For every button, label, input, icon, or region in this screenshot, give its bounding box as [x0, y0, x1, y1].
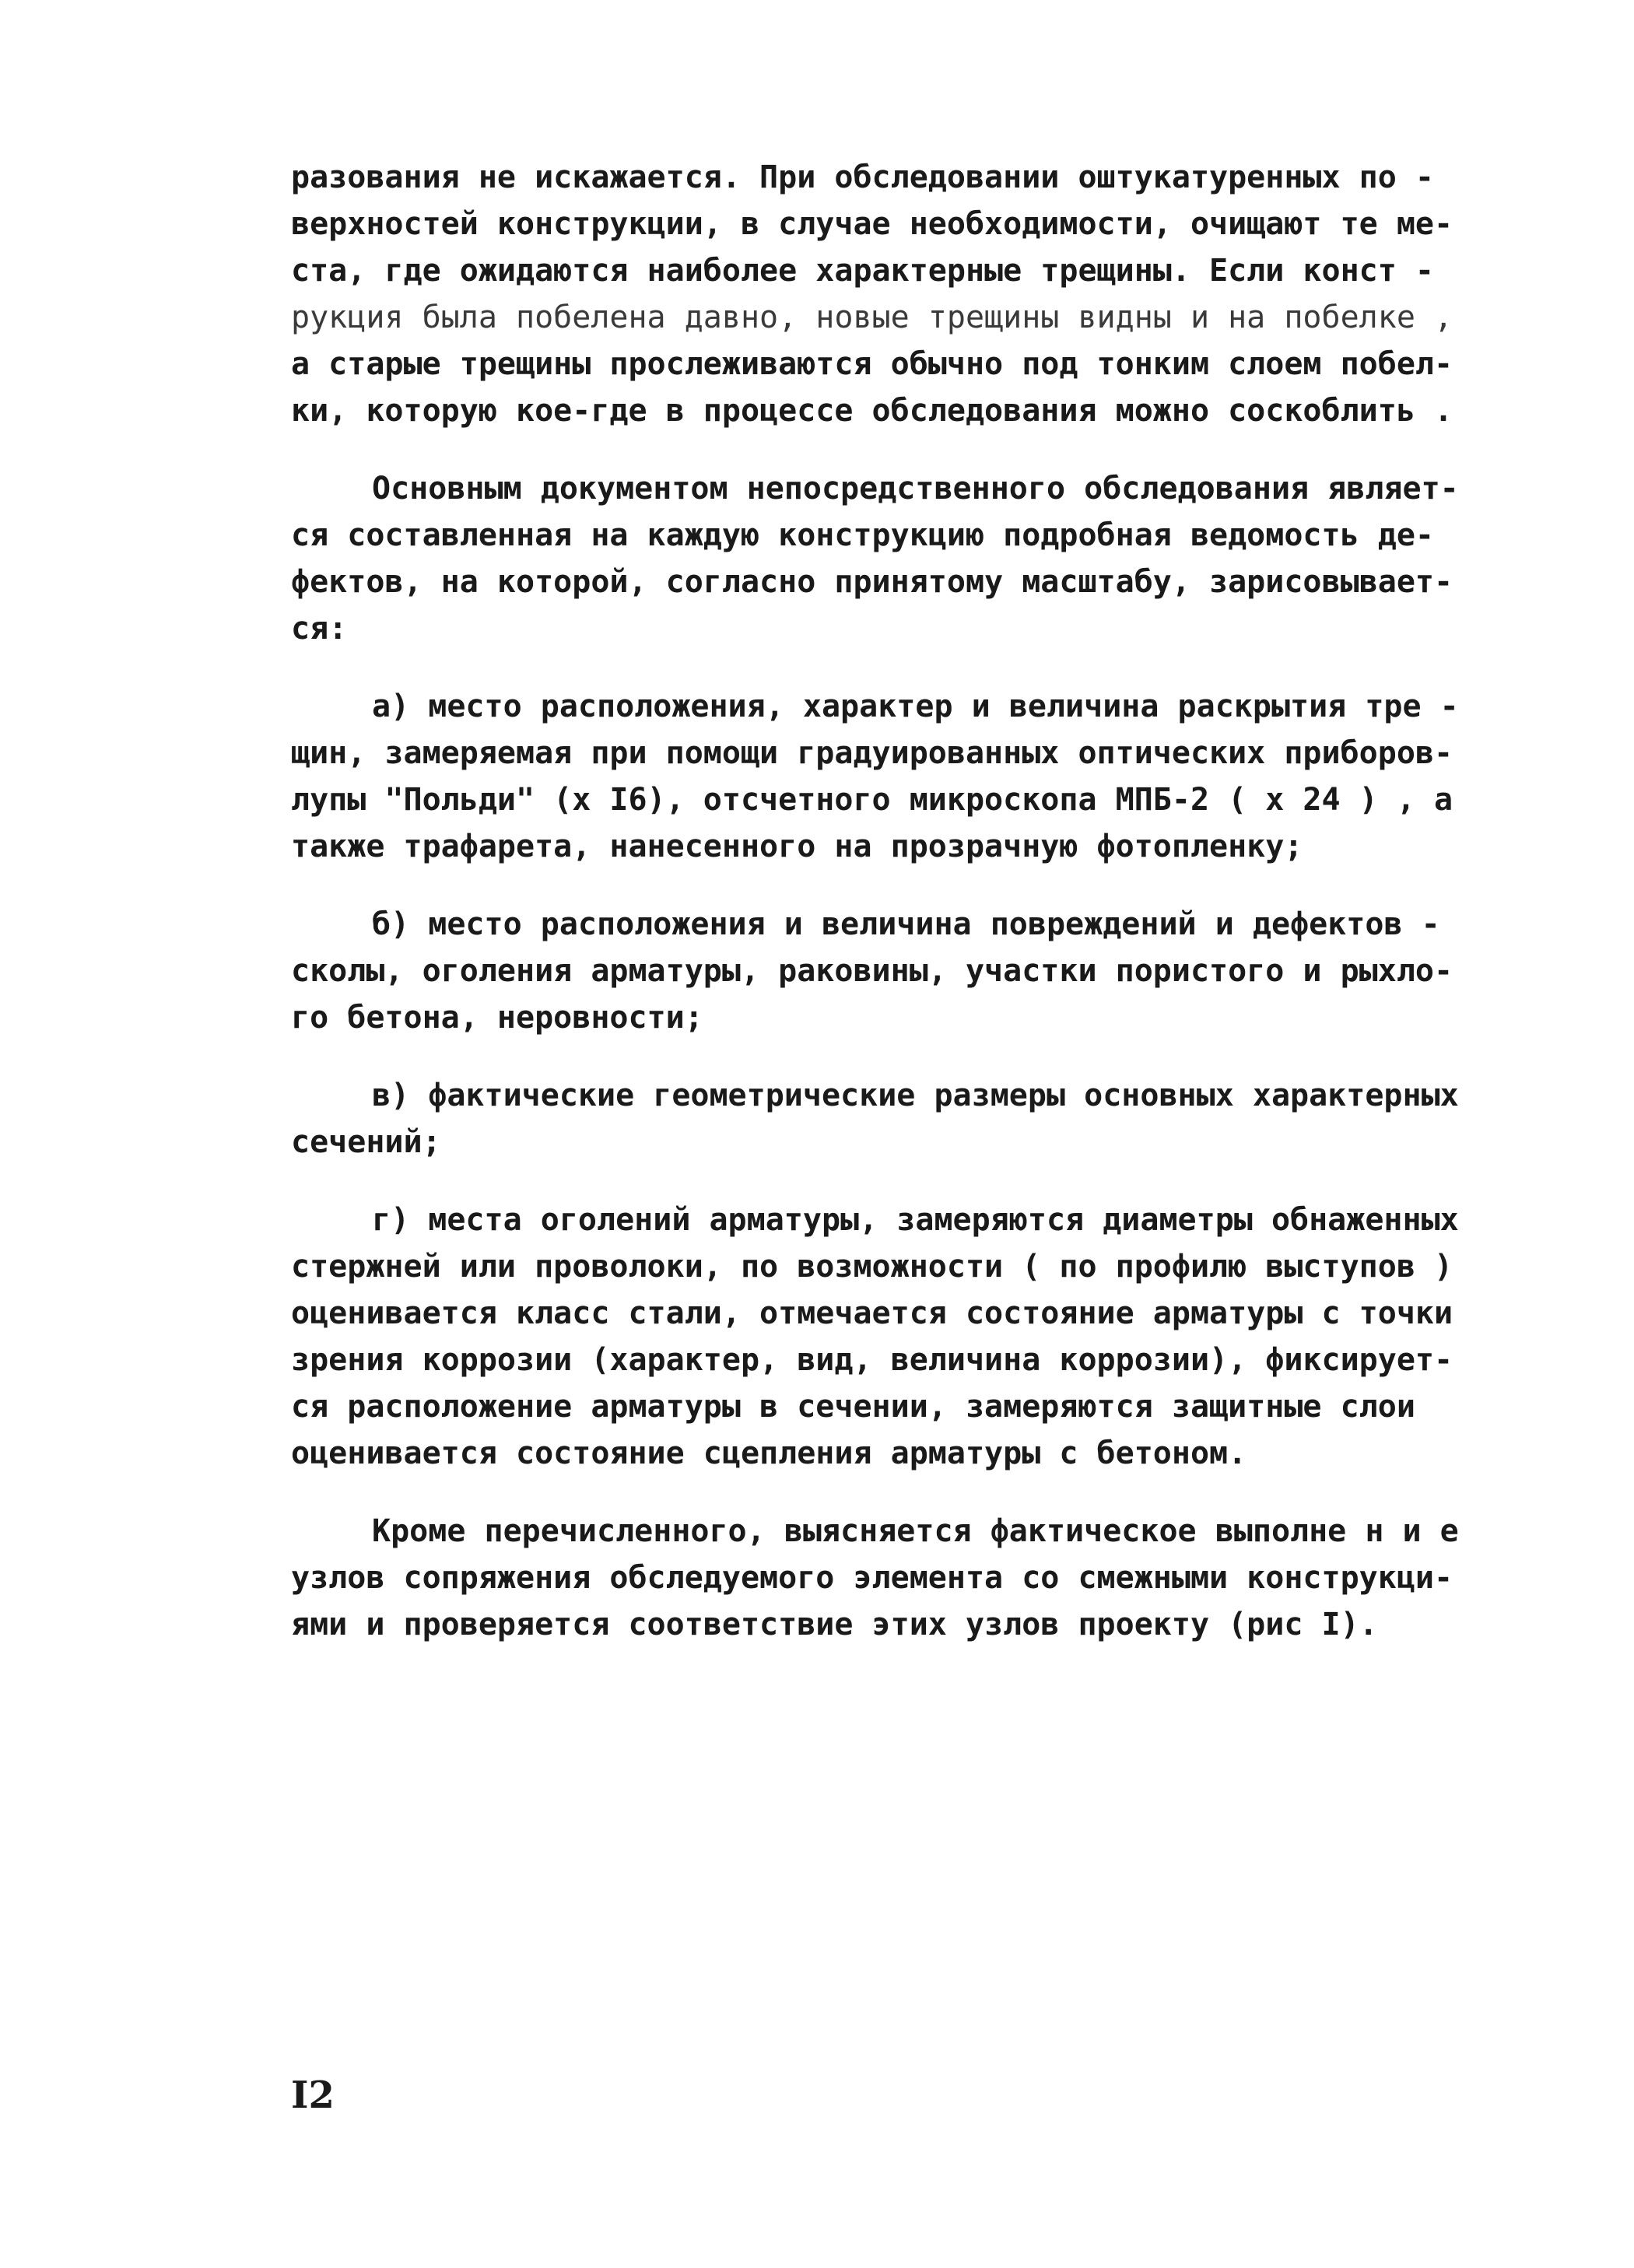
page-number: I2	[291, 2073, 335, 2117]
paragraph-continuation	[291, 154, 1505, 434]
text-line: узлов сопряжения обследуемого элемента со смежными конструкци-	[291, 1560, 1453, 1596]
text-line: ста, где ожидаются наиболее характерные трещины. Если конст -	[291, 253, 1435, 289]
text-line: оценивается состояние сцепления арматуры с бетоном.	[291, 1435, 1247, 1471]
list-item-v	[291, 1072, 1505, 1166]
body-text	[291, 154, 1505, 1679]
text-line: Основным документом непосредственного обследования являет-	[372, 471, 1459, 507]
text-line: го бетона, неровности;	[291, 1000, 703, 1036]
text-line: лупы "Польди" (х I6), отсчетного микроскопа МПБ-2 ( х 24 ) , а	[291, 782, 1453, 818]
text-line: в) фактические геометрические размеры основных характерных	[372, 1078, 1459, 1113]
text-line: а) место расположения, характер и величина раскрытия тре -	[372, 689, 1459, 724]
list-item-g	[291, 1197, 1505, 1477]
paragraph-conclusion	[291, 1508, 1505, 1648]
text-line: разования не искажается. При обследовании оштукатуренных по -	[291, 159, 1435, 195]
list-item-a	[291, 683, 1505, 870]
list-item-b	[291, 901, 1505, 1041]
paragraph-main-document	[291, 465, 1505, 652]
text-line: оценивается класс стали, отмечается состояние арматуры с точки	[291, 1295, 1453, 1331]
text-line: а старые трещины прослеживаются обычно под тонким слоем побел-	[291, 346, 1453, 382]
text-line: ями и проверяется соответствие этих узлов проекту (рис I).	[291, 1607, 1378, 1642]
text-line: Кроме перечисленного, выясняется фактическое выполне н и е	[372, 1513, 1459, 1549]
text-line: верхностей конструкции, в случае необходимости, очищают те ме-	[291, 206, 1453, 242]
text-line: ся:	[291, 611, 348, 647]
text-line: г) места оголений арматуры, замеряются диаметры обнаженных	[372, 1202, 1459, 1238]
text-line: ся расположение арматуры в сечении, замеряются защитные слои	[291, 1389, 1415, 1425]
text-line: ся составленная на каждую конструкцию подробная ведомость де-	[291, 517, 1435, 553]
text-line: щин, замеряемая при помощи градуированных оптических приборов-	[291, 735, 1453, 771]
text-line: также трафарета, нанесенного на прозрачную фотопленку;	[291, 829, 1303, 864]
text-line: фектов, на которой, согласно принятому масштабу, зарисовывает-	[291, 564, 1453, 600]
text-line: зрения коррозии (характер, вид, величина коррозии), фиксирует-	[291, 1342, 1453, 1378]
text-line: рукция была побелена давно, новые трещины видны и на побелке ,	[291, 300, 1453, 335]
text-line: сечений;	[291, 1124, 441, 1160]
text-line: б) место расположения и величина повреждений и дефектов -	[372, 906, 1440, 942]
text-line: стержней или проволоки, по возможности ( по профилю выступов )	[291, 1249, 1453, 1285]
text-line: сколы, оголения арматуры, раковины, участки пористого и рыхло-	[291, 953, 1453, 989]
text-line: ки, которую кое-где в процессе обследования можно соскоблить .	[291, 393, 1453, 429]
